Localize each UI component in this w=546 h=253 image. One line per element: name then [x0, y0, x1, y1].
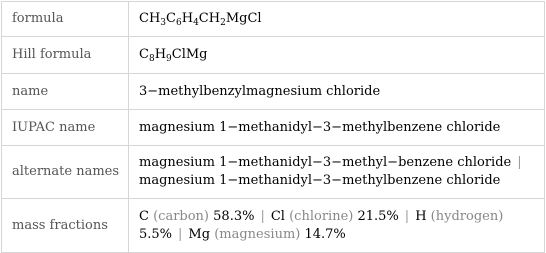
hill-part: C	[139, 47, 149, 62]
formula-part: C	[166, 11, 176, 26]
formula-subscript: 4	[193, 18, 199, 28]
row-iupac-name	[2, 110, 545, 146]
mass-item-percent: 21.5%	[357, 208, 399, 224]
separator: |	[260, 208, 265, 224]
mass-item-symbol: H	[415, 208, 427, 224]
hill-formula-label: Hill formula	[2, 37, 129, 74]
formula-value	[129, 2, 545, 37]
formula-part: CH	[139, 11, 161, 26]
formula-subscript: 3	[160, 18, 167, 28]
row-alternate-names	[2, 146, 545, 199]
separator: |	[178, 226, 183, 242]
formula-part: MgCl	[225, 11, 262, 26]
mass-item-element: (magnesium)	[214, 226, 301, 242]
alternate-name-item: magnesium 1−methanidyl−3−methyl−benzene chloride	[139, 155, 512, 170]
formula-subscript: 6	[175, 18, 182, 28]
mass-item-percent: 58.3%	[213, 208, 255, 224]
mass-item-percent: 14.7%	[304, 226, 346, 242]
hill-part: H	[154, 47, 167, 62]
mass-item-element: (chlorine)	[289, 208, 354, 224]
hill-part: ClMg	[171, 47, 208, 62]
mass-item-symbol: Cl	[270, 208, 285, 224]
alternate-name-item: magnesium 1−methanidyl−3−methylbenzene chloride	[139, 173, 501, 188]
mass-item-element: (carbon)	[153, 208, 210, 224]
row-mass-fractions	[2, 199, 545, 253]
row-name	[2, 74, 545, 110]
row-formula	[2, 2, 545, 37]
formula-label: formula	[2, 2, 129, 37]
mass-fractions-value	[129, 199, 545, 253]
hill-subscript: 9	[166, 54, 172, 64]
hill-subscript: 8	[148, 54, 155, 64]
name-value: 3−methylbenzylmagnesium chloride	[129, 74, 545, 110]
name-label: name	[2, 74, 129, 110]
separator: |	[404, 208, 410, 224]
formula-subscript: 2	[220, 18, 226, 28]
alternate-names-label: alternate names	[2, 146, 129, 199]
separator: |	[517, 155, 522, 170]
alternate-names-value	[129, 146, 545, 199]
formula-part: H	[181, 11, 194, 26]
row-hill-formula	[2, 37, 545, 74]
compound-info-table	[1, 1, 545, 253]
mass-item-symbol: Mg	[188, 226, 211, 242]
mass-item-element: (hydrogen)	[430, 208, 504, 224]
hill-formula-value	[129, 37, 545, 74]
formula-part: CH	[198, 11, 221, 26]
iupac-name-label: IUPAC name	[2, 110, 129, 146]
mass-item-percent: 5.5%	[139, 226, 173, 242]
mass-item-symbol: C	[139, 208, 149, 224]
mass-fractions-label: mass fractions	[2, 199, 129, 253]
iupac-name-value: magnesium 1−methanidyl−3−methylbenzene chloride	[129, 110, 545, 146]
